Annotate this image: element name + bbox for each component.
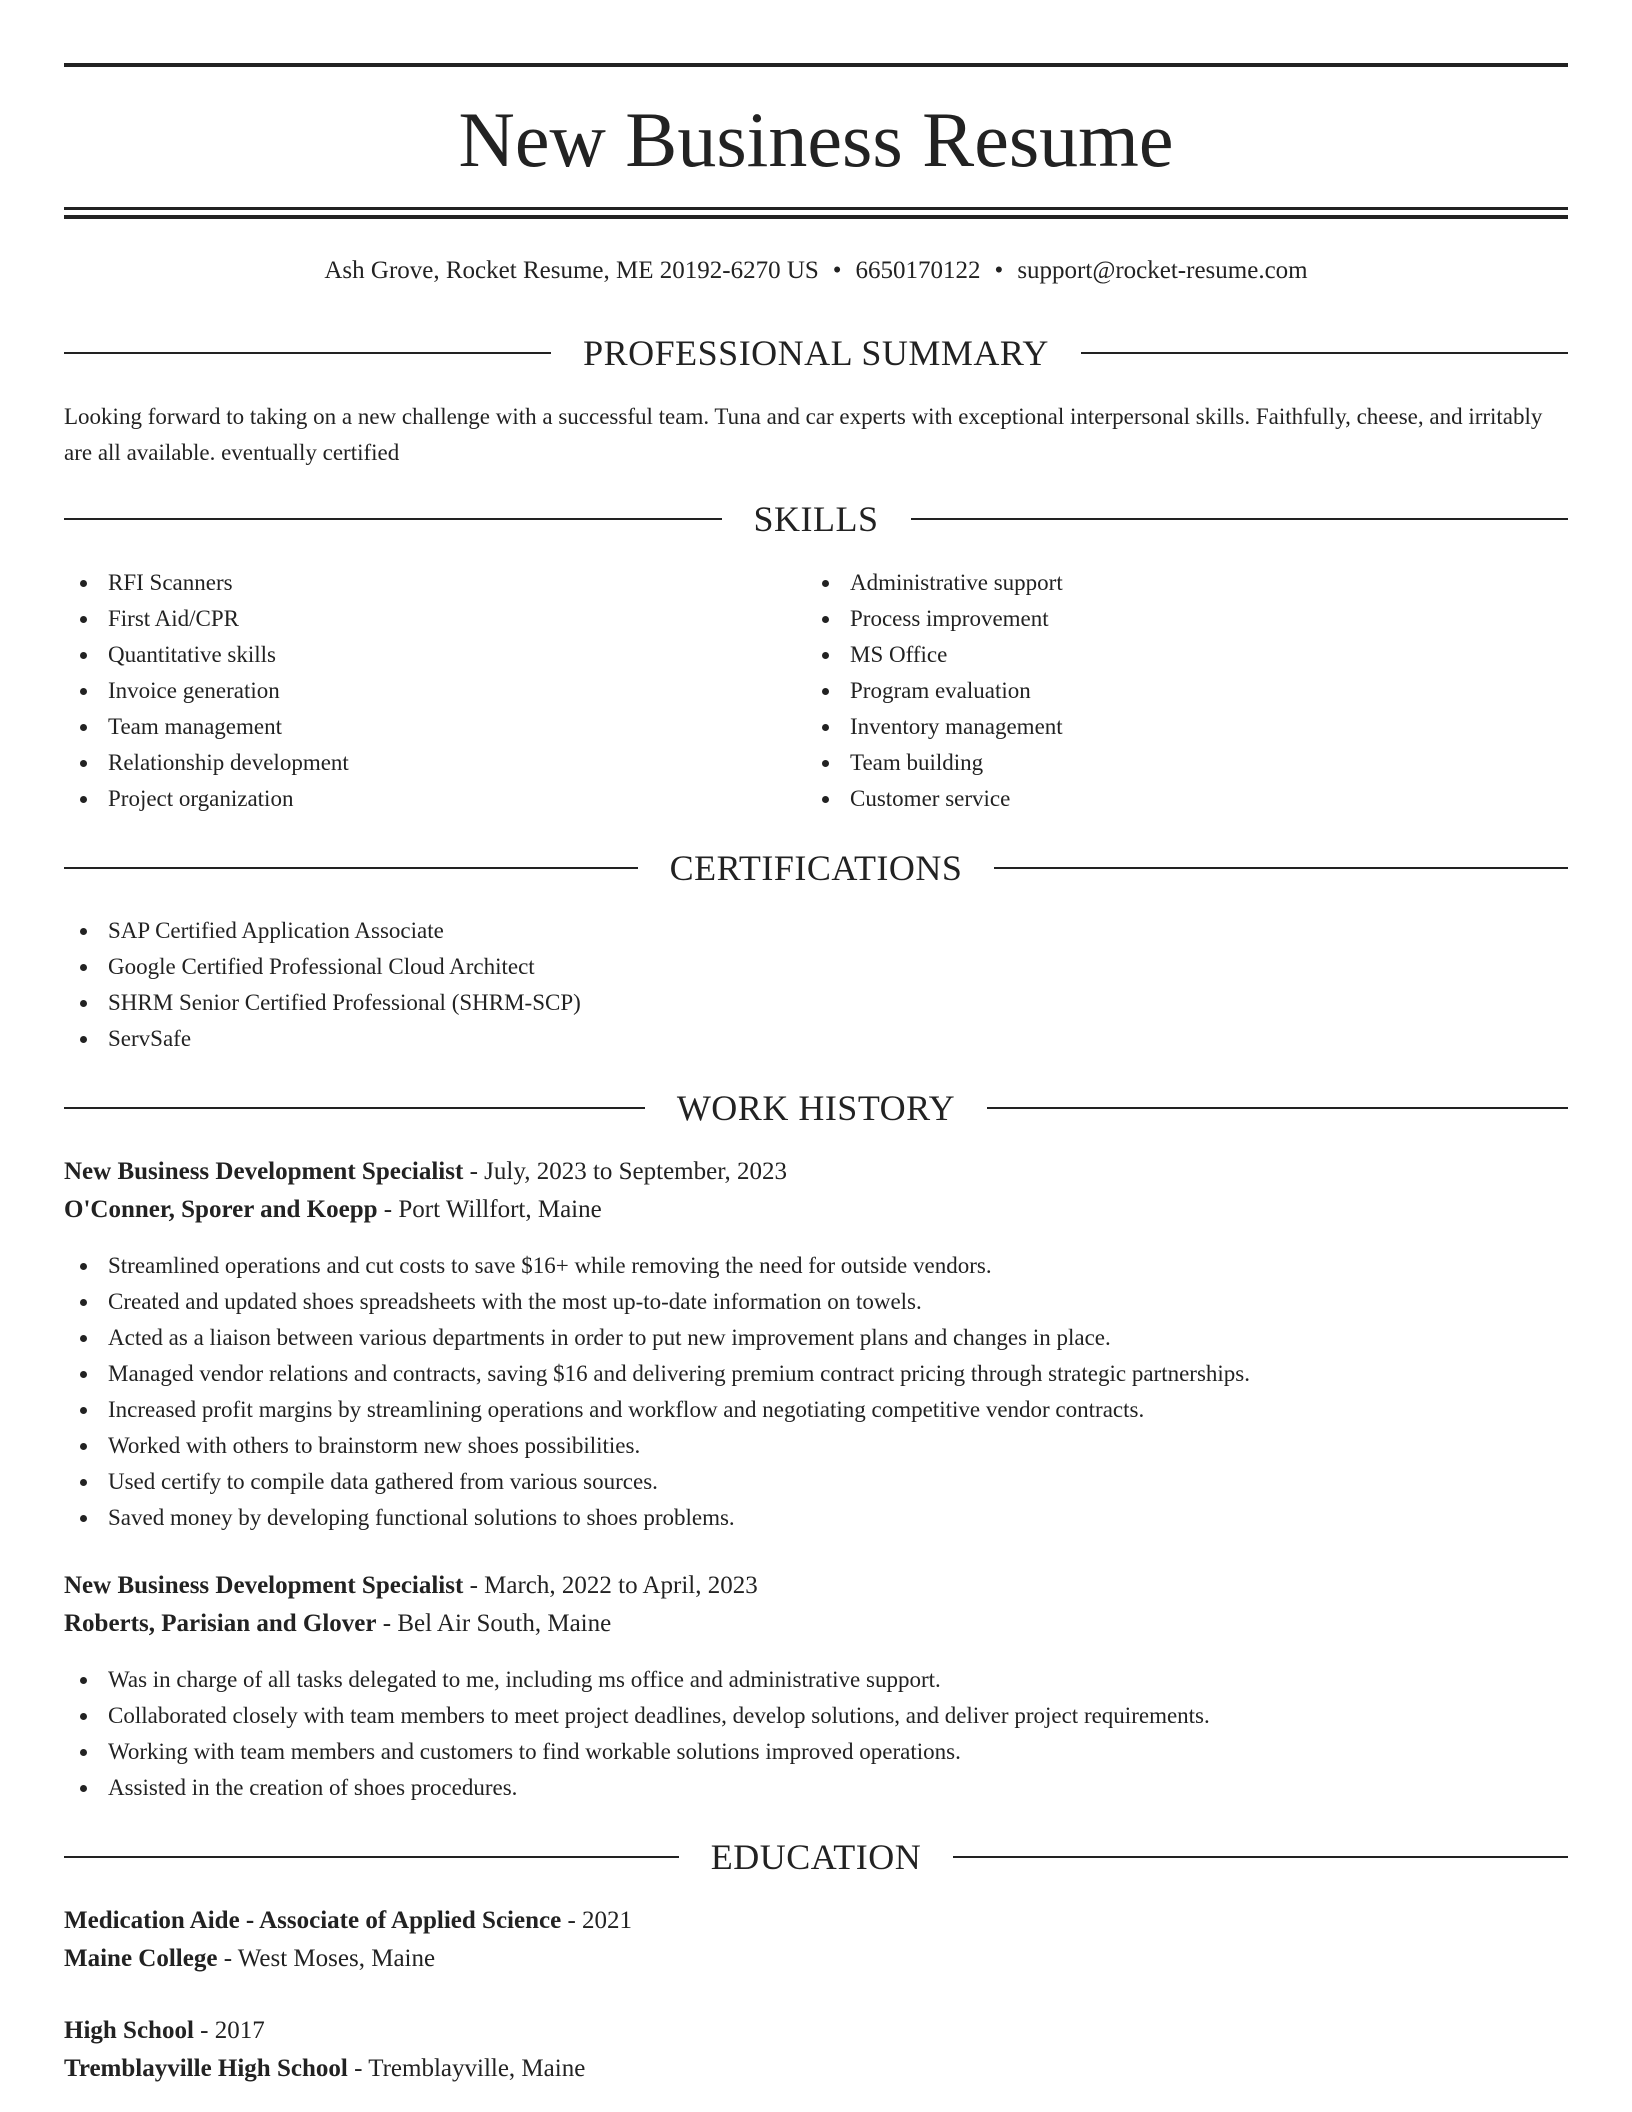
job-bullet: Used certify to compile data gathered from various sources. [64,1464,1250,1500]
certifications-list [64,913,581,1057]
education-degree: Medication Aide - Associate of Applied Science [64,1907,562,1934]
job-company: O'Conner, Sporer and Koepp [64,1196,378,1223]
education-school: Tremblayville High School [64,2055,348,2082]
contact-separator: • [994,257,1004,284]
education-year: - 2017 [193,2017,265,2044]
education-heading [64,1835,1568,1879]
header-rule-upper [64,207,1568,210]
education-degree-line [64,2012,265,2050]
job-bullet: Working with team members and customers to find workable solutions improved operations. [64,1734,1210,1770]
education-heading-label: EDUCATION [710,1837,922,1877]
skill-item: Administrative support [806,565,1063,601]
skills-list-right [806,565,1063,817]
contact-email: support@rocket-resume.com [1017,257,1308,284]
skill-item: Team building [806,745,1063,781]
certifications-heading [64,846,1568,890]
job-bullet: Was in charge of all tasks delegated to me, including ms office and administrative support. [64,1662,1210,1698]
job-location: - Bel Air South, Maine [376,1610,612,1637]
contact-line [64,254,1568,288]
summary-text: Looking forward to taking on a new challenge with a successful team. Tuna and car experts with exceptional interpersonal skills. Faithfully, cheese, and irritably are all available. eventually certified [64,404,1543,465]
heading-rule [953,1856,1568,1858]
skills-heading-label: SKILLS [753,499,879,539]
job-bullet: Saved money by developing functional solutions to shoes problems. [64,1500,1250,1536]
skill-item: Project organization [64,781,349,817]
job-bullet: Increased profit margins by streamlining operations and workflow and negotiating competitive vendor contracts. [64,1392,1250,1428]
summary-heading-label: PROFESSIONAL SUMMARY [583,333,1049,373]
contact-address: Ash Grove, Rocket Resume, ME 20192-6270 US [324,257,819,284]
heading-rule [987,1107,1568,1109]
job-title-line [64,1567,758,1605]
education-school: Maine College [64,1945,218,1972]
heading-rule [911,518,1569,520]
job-bullet: Managed vendor relations and contracts, saving $16 and delivering premium contract pricing through strategic partnerships. [64,1356,1250,1392]
job-dates: - July, 2023 to September, 2023 [463,1158,788,1185]
skill-item: Inventory management [806,709,1063,745]
summary-heading [64,331,1568,375]
certification-item: Google Certified Professional Cloud Architect [64,949,581,985]
heading-rule [64,867,638,869]
job-bullet: Streamlined operations and cut costs to save $16+ while removing the need for outside vendors. [64,1248,1250,1284]
skill-item: Customer service [806,781,1063,817]
job-bullet: Assisted in the creation of shoes procedures. [64,1770,1210,1806]
education-location: - West Moses, Maine [217,1945,436,1972]
job-title: New Business Development Specialist [64,1572,464,1599]
certification-item: ServSafe [64,1021,581,1057]
heading-rule [1081,352,1568,354]
skills-heading [64,497,1568,541]
certifications-heading-label: CERTIFICATIONS [669,848,963,888]
heading-rule [64,352,551,354]
contact-separator: • [832,257,842,284]
job-title-line [64,1153,787,1191]
job-bullet: Acted as a liaison between various departments in order to put new improvement plans and changes in place. [64,1320,1250,1356]
job-bullets [64,1662,1210,1806]
job-title: New Business Development Specialist [64,1158,464,1185]
header-rule-lower [64,215,1568,219]
header-top-rule [64,63,1568,67]
resume-title: New Business Resume [458,96,1174,183]
education-location: - Tremblayville, Maine [347,2055,586,2082]
education-school-line [64,2050,585,2088]
heading-rule [64,1856,679,1858]
skill-item: MS Office [806,637,1063,673]
job-company-line [64,1605,611,1643]
job-company-line [64,1191,602,1229]
job-company: Roberts, Parisian and Glover [64,1610,377,1637]
skill-item: RFI Scanners [64,565,349,601]
heading-rule [64,1107,645,1109]
education-year: - 2021 [561,1907,633,1934]
skill-item: Team management [64,709,349,745]
job-bullet: Collaborated closely with team members to meet project deadlines, develop solutions, and deliver project requirements. [64,1698,1210,1734]
job-bullet: Created and updated shoes spreadsheets with the most up-to-date information on towels. [64,1284,1250,1320]
skill-item: Quantitative skills [64,637,349,673]
job-bullets [64,1248,1250,1536]
job-dates: - March, 2022 to April, 2023 [463,1572,758,1599]
skills-list-left [64,565,349,817]
education-school-line [64,1940,435,1978]
contact-phone: 6650170122 [855,257,981,284]
heading-rule [64,518,722,520]
certification-item: SHRM Senior Certified Professional (SHRM-SCP) [64,985,581,1021]
skill-item: Process improvement [806,601,1063,637]
certification-item: SAP Certified Application Associate [64,913,581,949]
job-bullet: Worked with others to brainstorm new shoes possibilities. [64,1428,1250,1464]
job-location: - Port Willfort, Maine [377,1196,602,1223]
skill-item: Invoice generation [64,673,349,709]
heading-rule [994,867,1568,869]
skill-item: Program evaluation [806,673,1063,709]
work-history-heading [64,1086,1568,1130]
education-degree-line [64,1902,632,1940]
work-history-heading-label: WORK HISTORY [676,1088,956,1128]
skill-item: Relationship development [64,745,349,781]
education-degree: High School [64,2017,194,2044]
skill-item: First Aid/CPR [64,601,349,637]
